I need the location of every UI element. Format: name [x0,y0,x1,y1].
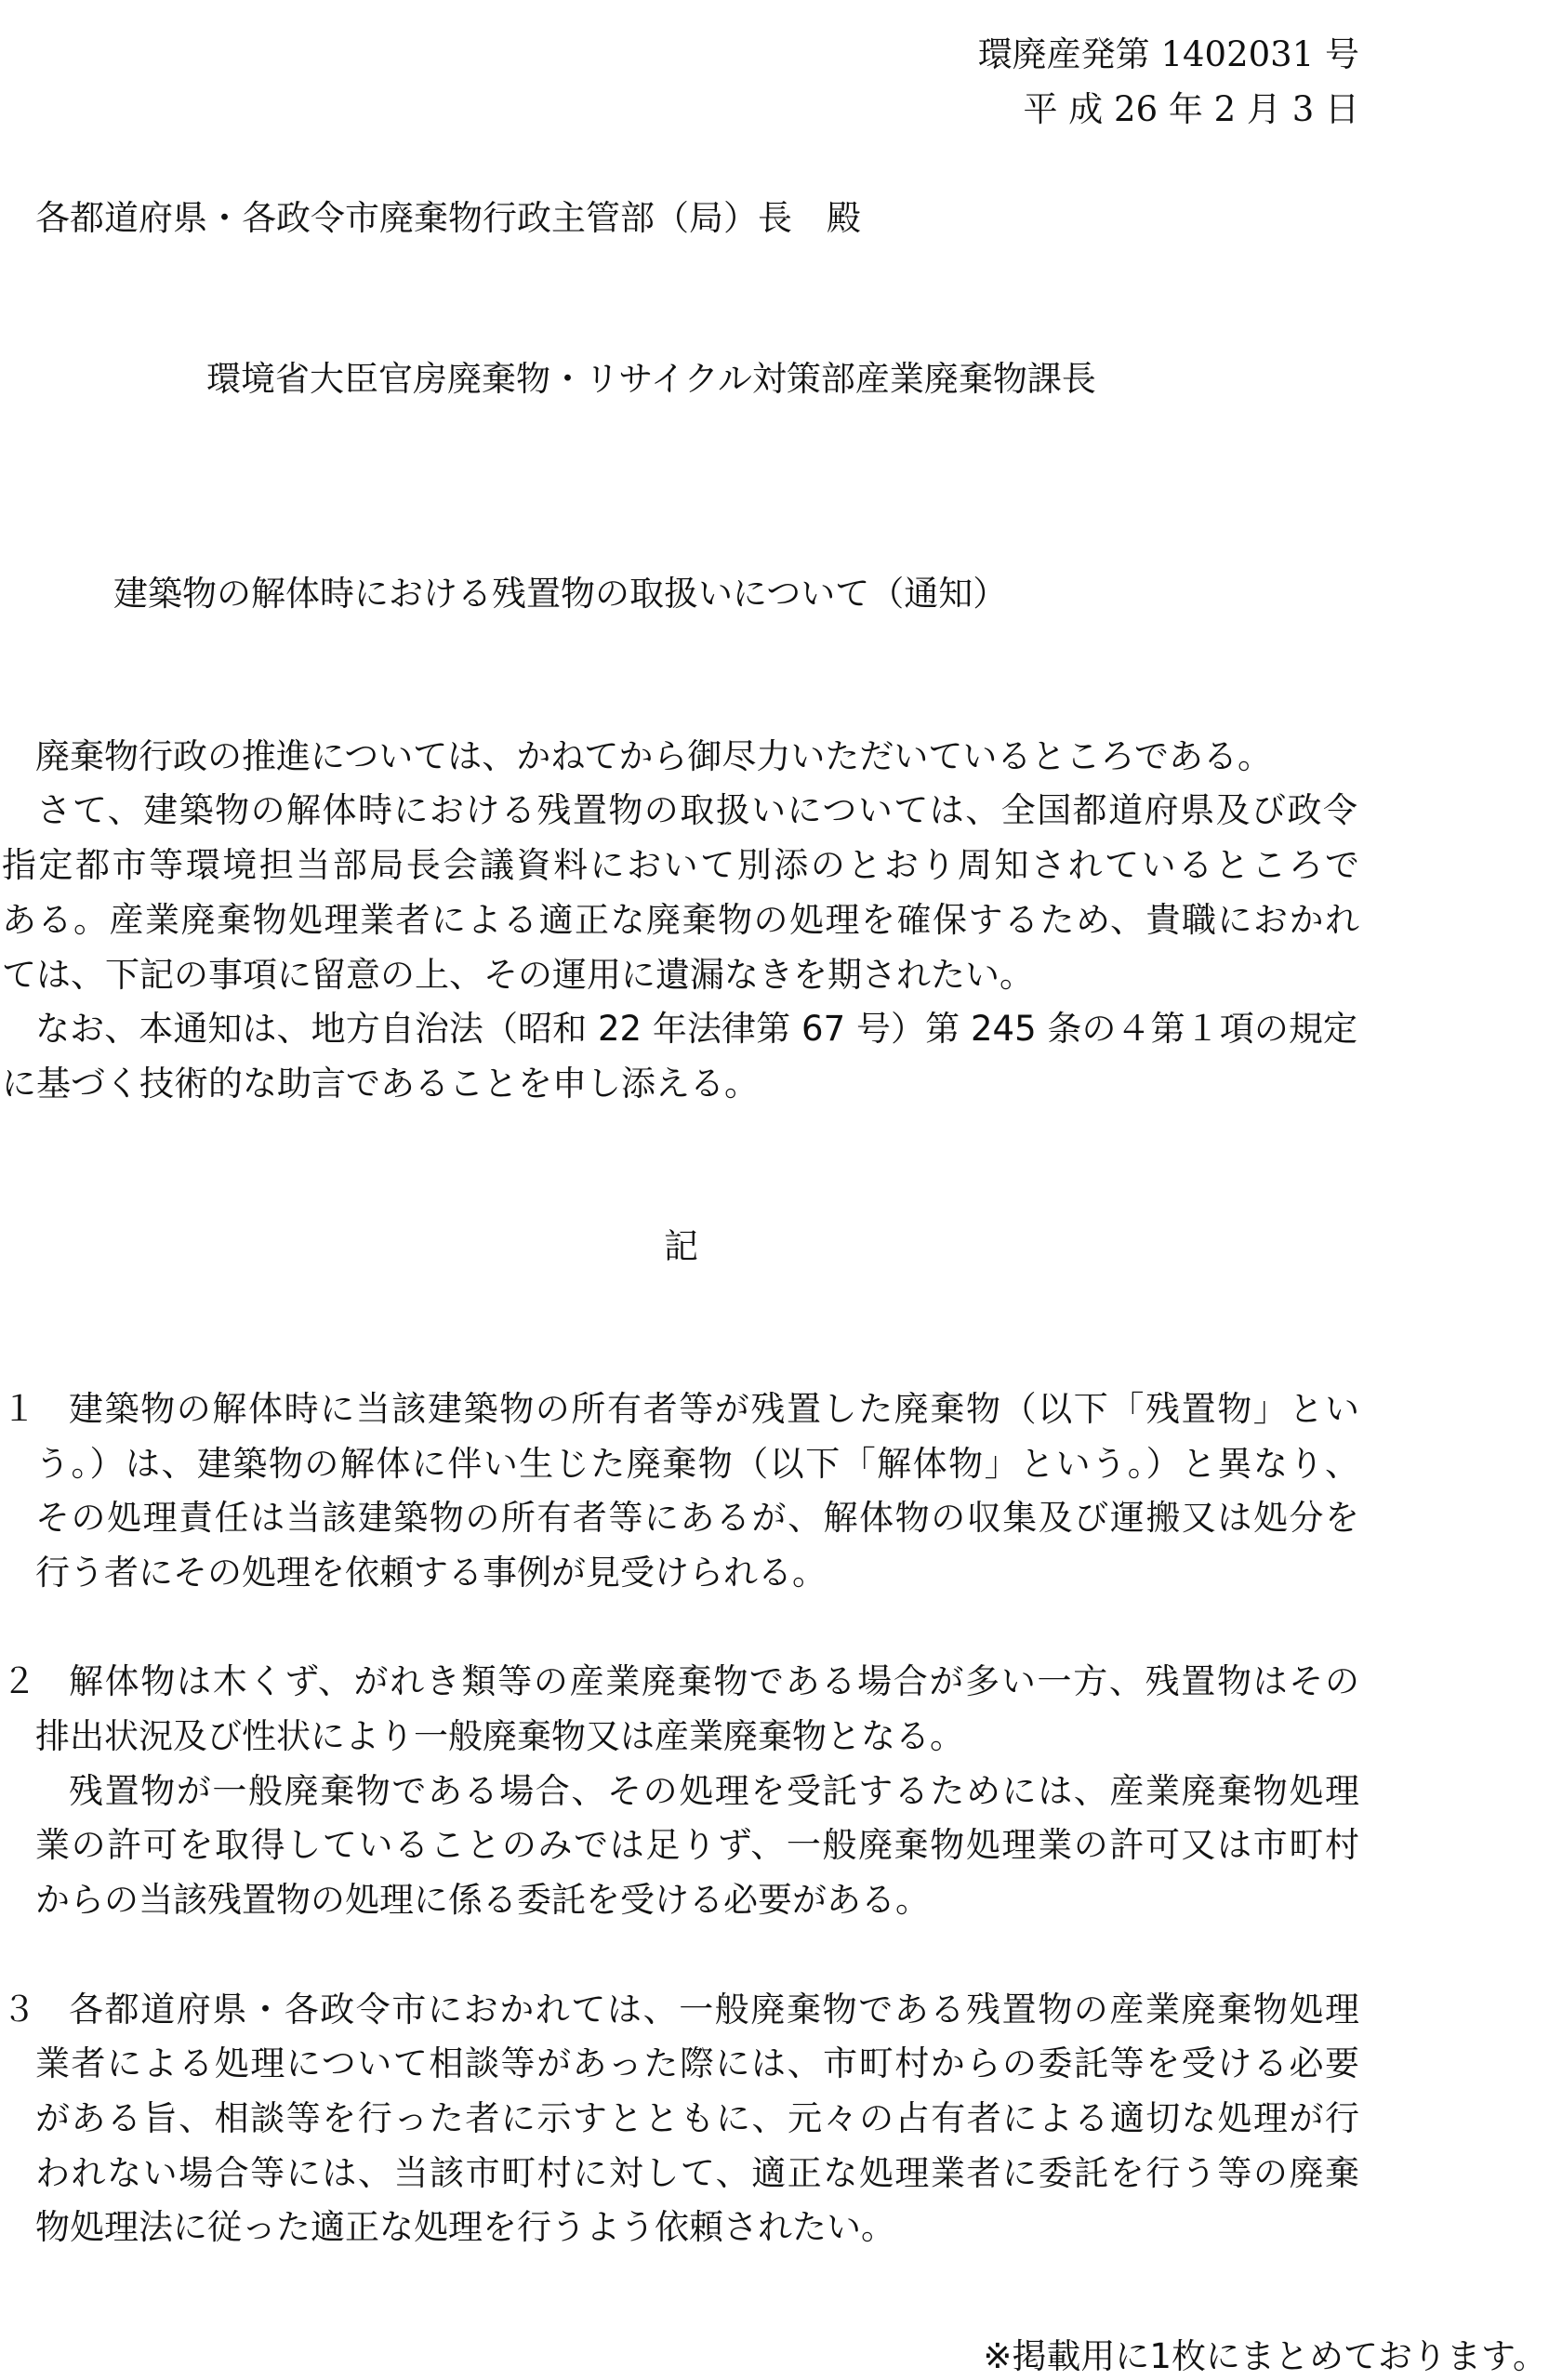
body-line: さて、建築物の解体時における残置物の取扱いについては、全国都道府県及び政令 [35,790,1357,830]
item-line: 業の許可を取得していることのみでは足りず、一般廃棄物処理業の許可又は市町村 [35,1825,1359,1865]
item-line: がある旨、相談等を行った者に示すとともに、元々の占有者による適切な処理が行 [35,2098,1359,2138]
item-line: われない場合等には、当該市町村に対して、適正な処理業者に委託を行う等の廃棄 [35,2153,1359,2193]
item-line: 解体物は木くず、がれき類等の産業廃棄物である場合が多い一方、残置物はその [69,1661,1359,1701]
item-line: 各都道府県・各政令市におかれては、一般廃棄物である残置物の産業廃棄物処理 [69,1990,1359,2030]
body-line: 指定都市等環境担当部局長会議資料において別添のとおり周知されているところで [2,845,1359,885]
item-line: 物処理法に従った適正な処理を行うよう依頼されたい。 [35,2207,895,2247]
item-line: 行う者にその処理を依頼する事例が見受けられる。 [35,1553,827,1593]
doc-number: 環廃産発第 1402031 号 [977,34,1359,74]
addressee: 各都道府県・各政令市廃棄物行政主管部（局）長 殿 [35,198,861,238]
item-number: ３ [2,1990,36,2030]
item-line: 業者による処理について相談等があった際には、市町村からの委託等を受ける必要 [35,2043,1359,2083]
item-line: その処理責任は当該建築物の所有者等にあるが、解体物の収集及び運搬又は処分を [35,1498,1359,1538]
body-line: ては、下記の事項に留意の上、その運用に遺漏なきを期されたい。 [2,955,1034,995]
body-line: ある。産業廃棄物処理業者による適正な廃棄物の処理を確保するため、貴職におかれ [2,900,1359,940]
item-number: ２ [2,1661,36,1701]
body-line: 廃棄物行政の推進については、かねてから御尽力いただいているところである。 [35,736,1272,776]
item-line: 残置物が一般廃棄物である場合、その処理を受託するためには、産業廃棄物処理 [69,1771,1359,1811]
footer-note: ※掲載用に1枚にまとめております。 [983,2336,1547,2376]
body-line: なお、本通知は、地方自治法（昭和 22 年法律第 67 号）第 245 条の４第１項の規定 [35,1009,1357,1049]
issue-date: 平 成 26 年 2 月 3 日 [1023,89,1359,129]
item-line: 排出状況及び性状により一般廃棄物又は産業廃棄物となる。 [35,1716,964,1756]
document-title: 建築物の解体時における残置物の取扱いについて（通知） [113,574,1008,614]
body-line: に基づく技術的な助言であることを申し添える。 [2,1064,759,1104]
item-line: う。）は、建築物の解体に伴い生じた廃棄物（以下「解体物」という。）と異なり、 [35,1444,1359,1484]
ki-marker: 記 [664,1226,698,1266]
item-line: 建築物の解体時に当該建築物の所有者等が残置した廃棄物（以下「残置物」とい [69,1389,1359,1429]
sender: 環境省大臣官房廃棄物・リサイクル対策部産業廃棄物課長 [206,359,1096,399]
item-line: からの当該残置物の処理に係る委託を受ける必要がある。 [35,1880,930,1920]
item-number: １ [2,1389,36,1429]
